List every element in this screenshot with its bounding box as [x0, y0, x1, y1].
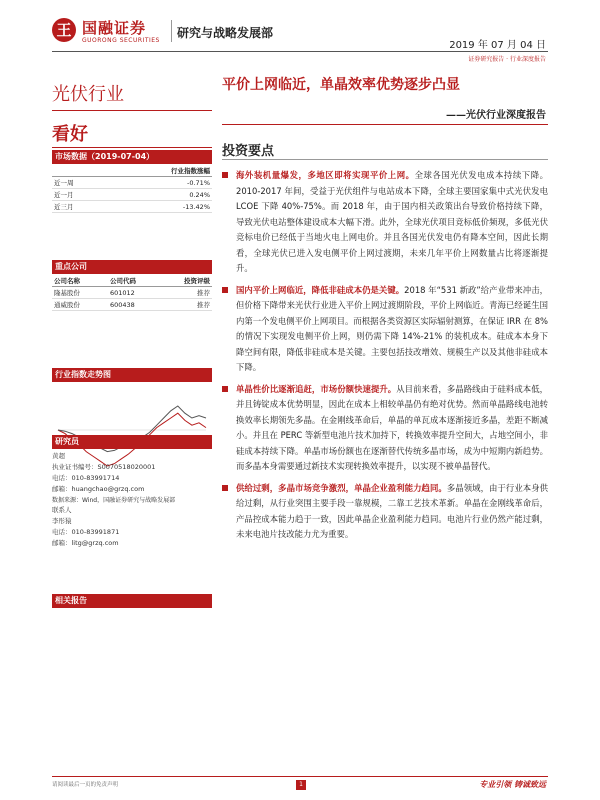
highlight-paragraph	[222, 382, 548, 475]
row-label: 近一月	[54, 191, 74, 199]
report-type: 证券研究报告 · 行业深度报告	[468, 56, 546, 63]
report-date: 2019 年 07 月 04 日	[449, 40, 546, 51]
column-header: 公司名称	[54, 277, 80, 285]
highlight-lead: 国内平价上网临近，降低非硅成本仍是关键。	[236, 284, 405, 295]
analyst-info	[52, 451, 212, 549]
chart-title: 行业指数走势图	[52, 368, 212, 382]
analyst-phone: 电话：010-83991714	[52, 474, 120, 482]
contact-label: 联系人	[52, 506, 72, 514]
table-row	[52, 177, 212, 189]
highlight-lead: 海外装机量爆发，多地区即将实现平价上网。	[236, 170, 415, 180]
company-code: 601012	[110, 289, 135, 297]
investment-rule	[222, 159, 548, 160]
rating-rule	[52, 147, 212, 148]
highlight-text: 从目前来看，多晶路线由于硅料成本低，并且铸锭成本优势明显，因此在成本上相较单晶仍有绝对优势。然而单晶路线电池转换效率长期领先多晶。在金刚线革命后，单晶的单瓦成本逐渐接近多晶，差距不断减小。并且在 PERC 等新型电池片技术加持下，转换效率提升空间大，占地空间小，非硅成本持续下降。单晶市场份额也在逐渐替代传统多晶市场，成为中短期内新趋势。而多晶本身需要通过新技术实现转换效率提升，以实现不被单晶替代。	[236, 383, 549, 471]
highlight-lead: 单晶性价比逐渐追赶，市场份额快速提升。	[236, 383, 397, 394]
industry-name: 光伏行业	[52, 84, 124, 105]
market-data-title: 市场数据（2019-07-04）	[52, 150, 212, 164]
analyst-license: 执业证书编号：S0070518020001	[52, 463, 156, 471]
market-data-table	[52, 165, 212, 213]
brand-slogan: 专业引领 铸诚致远	[479, 780, 546, 789]
highlight-lead: 供给过剩，多晶市场竞争激烈，单晶企业盈利能力趋同。	[236, 482, 447, 493]
industry-rating: 看好	[52, 124, 88, 145]
row-value: -0.71%	[187, 179, 210, 187]
highlight-paragraph	[222, 481, 548, 543]
header-rule	[52, 51, 548, 52]
table-row	[52, 201, 212, 213]
company-name: 通威股份	[54, 301, 80, 309]
highlight-paragraph	[222, 168, 548, 277]
title-rule	[222, 124, 548, 125]
contact-name: 李彤猿	[52, 517, 72, 525]
report-subtitle: ——光伏行业深度报告	[446, 110, 546, 121]
analyst-email: 邮箱：huangchao@grzq.com	[52, 485, 145, 493]
bullet-square-icon	[222, 386, 228, 392]
company-name: 隆基股份	[54, 289, 80, 297]
highlight-text: 多晶领域，由于行业本身供给过剩，从行业突围主要手段一靠规模，二靠工艺技术革新。单晶在金刚线革命后，产品控成本能力趋于一致，因此单晶企业盈利能力趋同。电池片行业仍然产能过剩，未来电池片技改能力尤为重要。	[236, 482, 549, 539]
chart-source: 数据来源：Wind，国融证券研究与战略发展部	[52, 497, 176, 504]
row-label: 近一周	[54, 179, 74, 187]
column-header: 行业指数涨幅	[171, 167, 210, 175]
research-unit: 研究与战略发展部	[177, 26, 274, 40]
bullet-square-icon	[222, 172, 228, 178]
highlight-paragraph	[222, 283, 548, 376]
company-code: 600438	[110, 301, 135, 309]
table-row	[52, 299, 212, 311]
related-reports-title: 相关报告	[52, 594, 212, 608]
bullet-square-icon	[222, 485, 228, 491]
footer-rule	[52, 776, 548, 777]
table-header	[52, 165, 212, 177]
row-value: 0.24%	[189, 191, 210, 199]
company-rating: 推荐	[197, 289, 210, 297]
report-title: 平价上网临近，单晶效率优势逐步凸显	[222, 77, 460, 93]
disclaimer-note: 请阅读最后一页的免责声明	[52, 782, 119, 788]
investment-highlights-heading: 投资要点	[222, 144, 275, 159]
highlight-text: 全球各国光伏发电成本持续下降。2010-2017 年间，受益于光伏组件与电站成本下降，全球主要国家集中式光伏发电 LCOE 下降 40%-75%。而 2018 年，由于国内相关政策出台导致价格持续下降，导致光伏电站整体建设成本大幅下滑。此外，全球光伏项目竞标低价频现，多低光伏竞标电价已经低于当地火电上网电价。并且各国光伏发电仍有降本空间，因此长期看，全球光伏已进入发电侧平价上网过渡期，未来几年平价上网数量占比将逐渐提升。	[236, 170, 549, 273]
column-header: 投资评级	[184, 277, 210, 285]
company-rating: 推荐	[197, 301, 210, 309]
table-header	[52, 275, 212, 287]
row-value: -13.42%	[182, 203, 210, 211]
table-row	[52, 189, 212, 201]
contact-phone: 电话：010-83991871	[52, 528, 120, 536]
analyst-name: 黄超	[52, 452, 65, 460]
contact-email: 邮箱：litg@grzq.com	[52, 539, 119, 547]
column-header: 公司代码	[110, 277, 136, 285]
highlight-text: 2018 年“531 新政”给产业带来冲击，但价格下降带来光伏行业进入平价上网过渡期阶段，平价上网临近。青海已经诞生国内第一个发电侧平价上网项目。而根据各类资源区实际辐射测算，在保证 IRR 在 8% 的情况下实现发电侧平价上网，则仍需下降 14%-21% 的装机成本。硅成本本身下降空间有限，降低非硅成本是关键。主要包括技改增效、规模生产以及其他非硅成本下降。	[236, 284, 548, 372]
brand-logo-icon: 王	[52, 18, 76, 42]
brand-name: 国融证券	[82, 19, 147, 37]
page-header	[0, 0, 600, 62]
investment-highlights	[222, 168, 548, 549]
row-label: 近三月	[54, 203, 74, 211]
table-row	[52, 287, 212, 299]
page-number: 1	[296, 780, 306, 790]
brand-divider	[171, 20, 172, 42]
brand-name-en: GUORONG SECURITIES	[82, 37, 160, 44]
focus-companies-table	[52, 275, 212, 311]
focus-companies-title: 重点公司	[52, 260, 212, 274]
analyst-title: 研究员	[52, 435, 212, 449]
industry-rule	[52, 110, 212, 111]
bullet-square-icon	[222, 287, 228, 293]
